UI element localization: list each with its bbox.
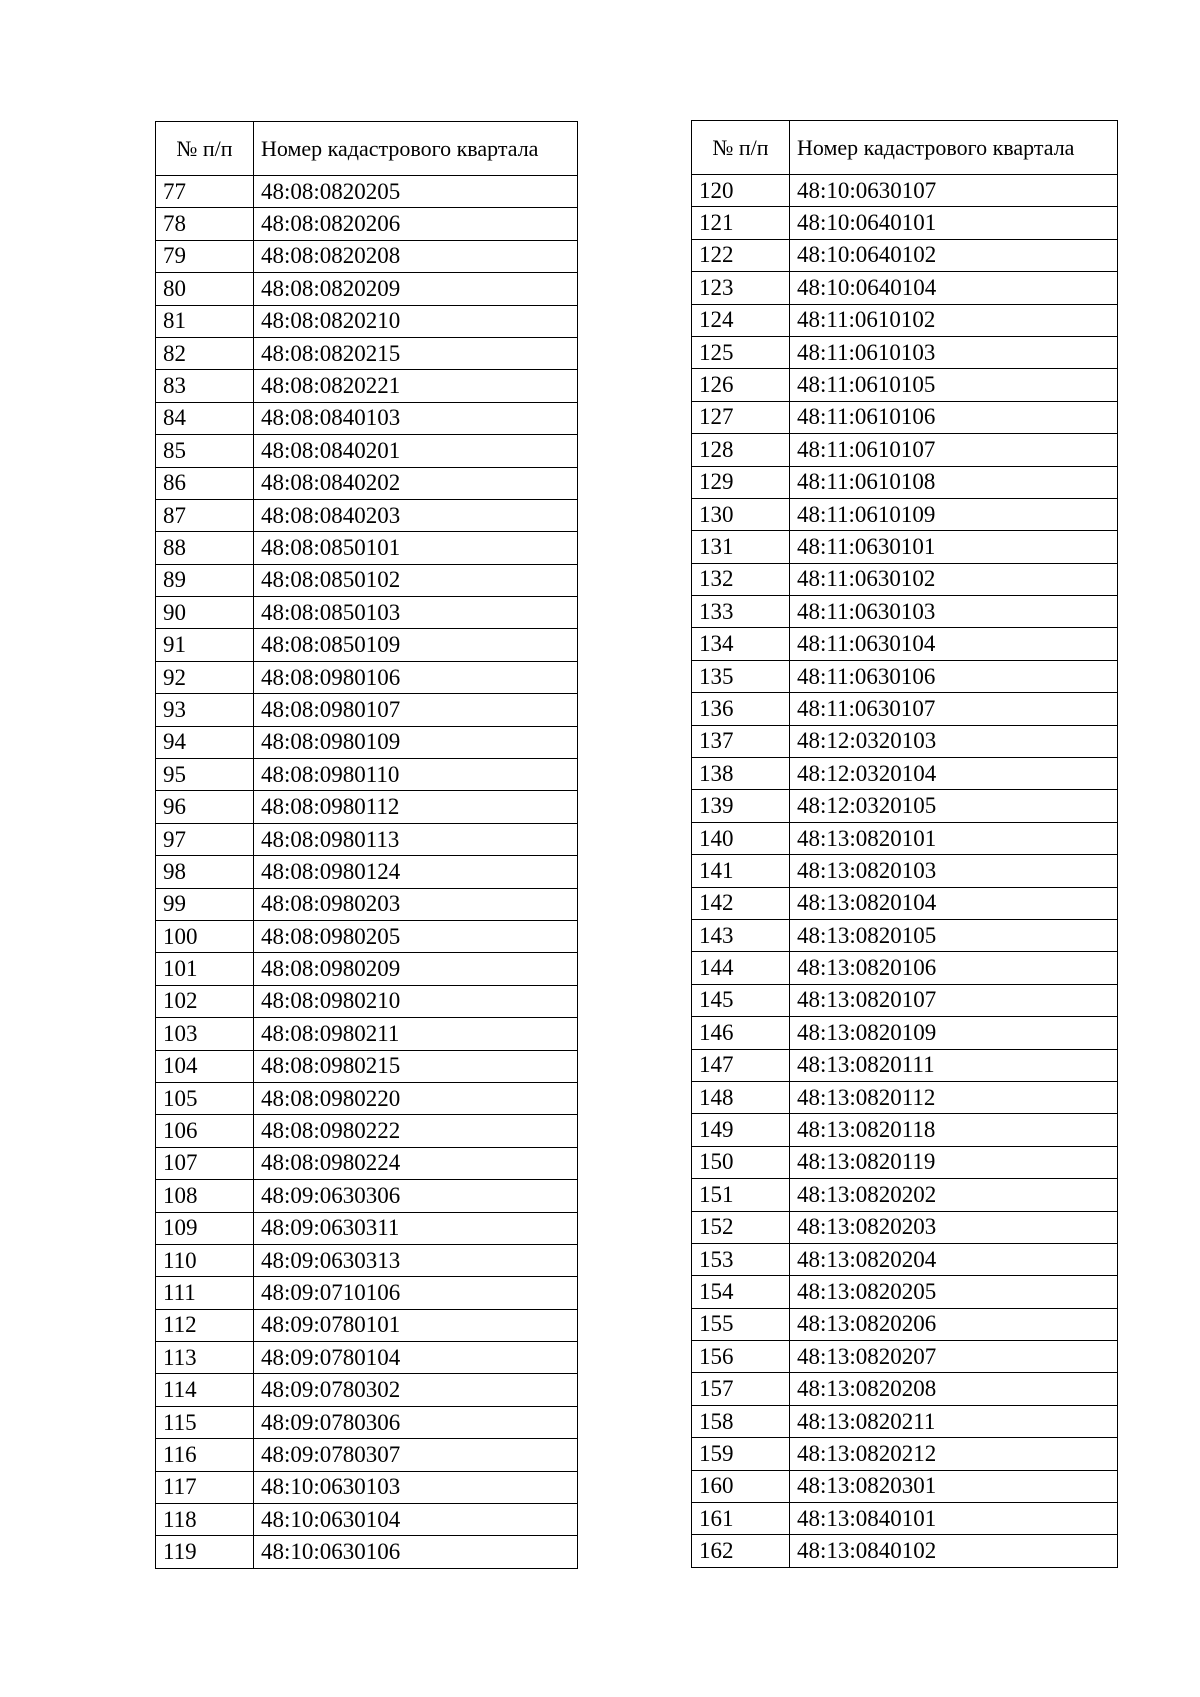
cadastral-quarter-number: 48:11:0610106 (790, 401, 1118, 433)
table-row (692, 1308, 1118, 1340)
header-cadastral: Номер кадастрового квартала (790, 121, 1118, 175)
row-number: 101 (156, 953, 254, 985)
row-number: 150 (692, 1146, 790, 1178)
row-number: 116 (156, 1439, 254, 1471)
row-number: 133 (692, 596, 790, 628)
table-row (692, 1405, 1118, 1437)
row-number: 115 (156, 1406, 254, 1438)
cadastral-quarter-number: 48:12:0320103 (790, 725, 1118, 757)
cadastral-quarter-number: 48:09:0780306 (254, 1406, 578, 1438)
header-cadastral: Номер кадастрового квартала (254, 122, 578, 176)
row-number: 144 (692, 952, 790, 984)
cadastral-quarter-number: 48:13:0820211 (790, 1405, 1118, 1437)
cadastral-quarter-number: 48:13:0820107 (790, 984, 1118, 1016)
row-number: 141 (692, 855, 790, 887)
table-row (156, 1050, 578, 1082)
row-number: 154 (692, 1276, 790, 1308)
cadastral-quarter-number: 48:11:0630106 (790, 660, 1118, 692)
cadastral-quarter-number: 48:08:0980113 (254, 823, 578, 855)
cadastral-quarter-number: 48:08:0850103 (254, 597, 578, 629)
table-row (692, 1179, 1118, 1211)
table-row (692, 498, 1118, 530)
cadastral-quarter-number: 48:13:0820207 (790, 1341, 1118, 1373)
row-number: 82 (156, 337, 254, 369)
row-number: 147 (692, 1049, 790, 1081)
table-row (692, 919, 1118, 951)
table-row (156, 176, 578, 208)
table-row (692, 1276, 1118, 1308)
cadastral-quarter-number: 48:12:0320104 (790, 758, 1118, 790)
cadastral-quarter-number: 48:08:0840201 (254, 435, 578, 467)
cadastral-quarter-number: 48:13:0840102 (790, 1535, 1118, 1567)
cadastral-quarter-number: 48:11:0630101 (790, 531, 1118, 563)
table-row (156, 1180, 578, 1212)
row-number: 83 (156, 370, 254, 402)
row-number: 158 (692, 1405, 790, 1437)
cadastral-quarter-number: 48:08:0980211 (254, 1018, 578, 1050)
cadastral-quarter-number: 48:13:0820301 (790, 1470, 1118, 1502)
table-row (692, 1503, 1118, 1535)
cadastral-quarter-number: 48:08:0840203 (254, 499, 578, 531)
row-number: 112 (156, 1309, 254, 1341)
table-row (156, 208, 578, 240)
cadastral-quarter-number: 48:11:0610107 (790, 434, 1118, 466)
table-row (156, 823, 578, 855)
cadastral-quarter-number: 48:09:0780101 (254, 1309, 578, 1341)
row-number: 87 (156, 499, 254, 531)
row-number: 140 (692, 822, 790, 854)
cadastral-quarter-number: 48:08:0820205 (254, 176, 578, 208)
row-number: 94 (156, 726, 254, 758)
table-row (156, 759, 578, 791)
cadastral-quarter-number: 48:13:0820105 (790, 919, 1118, 951)
cadastral-quarter-number: 48:11:0610105 (790, 369, 1118, 401)
row-number: 148 (692, 1081, 790, 1113)
table-row (692, 596, 1118, 628)
row-number: 162 (692, 1535, 790, 1567)
row-number: 159 (692, 1438, 790, 1470)
cadastral-quarter-number: 48:13:0820101 (790, 822, 1118, 854)
row-number: 107 (156, 1147, 254, 1179)
cadastral-quarter-number: 48:13:0820204 (790, 1243, 1118, 1275)
table-row (156, 467, 578, 499)
table-row (692, 1341, 1118, 1373)
row-number: 135 (692, 660, 790, 692)
table-row (692, 790, 1118, 822)
cadastral-quarter-number: 48:08:0820206 (254, 208, 578, 240)
table-row (692, 855, 1118, 887)
table-row (156, 1536, 578, 1568)
row-number: 156 (692, 1341, 790, 1373)
row-number: 122 (692, 239, 790, 271)
row-number: 131 (692, 531, 790, 563)
row-number: 142 (692, 887, 790, 919)
table-row (156, 985, 578, 1017)
table-row (156, 532, 578, 564)
row-number: 130 (692, 498, 790, 530)
cadastral-quarter-number: 48:13:0820106 (790, 952, 1118, 984)
cadastral-quarter-number: 48:08:0850109 (254, 629, 578, 661)
table-row (156, 499, 578, 531)
cadastral-quarter-number: 48:09:0780307 (254, 1439, 578, 1471)
row-number: 139 (692, 790, 790, 822)
row-number: 104 (156, 1050, 254, 1082)
cadastral-quarter-number: 48:13:0820205 (790, 1276, 1118, 1308)
table-row (156, 1374, 578, 1406)
table-row (692, 401, 1118, 433)
cadastral-quarter-number: 48:13:0820119 (790, 1146, 1118, 1178)
cadastral-quarter-number: 48:10:0640102 (790, 239, 1118, 271)
row-number: 102 (156, 985, 254, 1017)
table-row (692, 1373, 1118, 1405)
cadastral-quarter-number: 48:11:0630104 (790, 628, 1118, 660)
cadastral-quarter-number: 48:13:0820111 (790, 1049, 1118, 1081)
row-number: 119 (156, 1536, 254, 1568)
table-row (692, 1535, 1118, 1567)
table-row (156, 791, 578, 823)
table-row (692, 628, 1118, 660)
table-row (692, 531, 1118, 563)
cadastral-quarter-number: 48:13:0840101 (790, 1503, 1118, 1535)
table-row (692, 1146, 1118, 1178)
cadastral-quarter-number: 48:08:0980209 (254, 953, 578, 985)
table-row (156, 1342, 578, 1374)
cadastral-quarter-number: 48:08:0980106 (254, 661, 578, 693)
row-number: 152 (692, 1211, 790, 1243)
table-row (692, 758, 1118, 790)
row-number: 97 (156, 823, 254, 855)
row-number: 98 (156, 856, 254, 888)
row-number: 121 (692, 207, 790, 239)
cadastral-quarter-number: 48:08:0840103 (254, 402, 578, 434)
row-number: 111 (156, 1277, 254, 1309)
row-number: 93 (156, 694, 254, 726)
table-row (692, 1017, 1118, 1049)
cadastral-quarter-number: 48:10:0630103 (254, 1471, 578, 1503)
cadastral-quarter-number: 48:08:0820221 (254, 370, 578, 402)
row-number: 123 (692, 272, 790, 304)
table-row (156, 1018, 578, 1050)
row-number: 118 (156, 1504, 254, 1536)
table-row (692, 336, 1118, 368)
row-number: 78 (156, 208, 254, 240)
cadastral-table-left (155, 121, 578, 1569)
table-row (156, 1406, 578, 1438)
table-row (692, 1470, 1118, 1502)
table-row (156, 1115, 578, 1147)
table-row (156, 1504, 578, 1536)
cadastral-quarter-number: 48:09:0630311 (254, 1212, 578, 1244)
row-number: 149 (692, 1114, 790, 1146)
row-number: 79 (156, 240, 254, 272)
cadastral-quarter-number: 48:08:0980220 (254, 1082, 578, 1114)
table-row (692, 272, 1118, 304)
cadastral-quarter-number: 48:11:0610102 (790, 304, 1118, 336)
cadastral-quarter-number: 48:08:0850101 (254, 532, 578, 564)
table-row (156, 694, 578, 726)
cadastral-quarter-number: 48:11:0610108 (790, 466, 1118, 498)
table-row (156, 1082, 578, 1114)
cadastral-quarter-number: 48:08:0980124 (254, 856, 578, 888)
row-number: 127 (692, 401, 790, 433)
row-number: 110 (156, 1244, 254, 1276)
row-number: 137 (692, 725, 790, 757)
row-number: 99 (156, 888, 254, 920)
row-number: 92 (156, 661, 254, 693)
row-number: 84 (156, 402, 254, 434)
header-number: № п/п (692, 121, 790, 175)
cadastral-quarter-number: 48:09:0710106 (254, 1277, 578, 1309)
table-row (156, 1309, 578, 1341)
row-number: 80 (156, 273, 254, 305)
table-row (692, 693, 1118, 725)
cadastral-quarter-number: 48:10:0640101 (790, 207, 1118, 239)
row-number: 132 (692, 563, 790, 595)
table-header-row (156, 122, 578, 176)
table-row (692, 1049, 1118, 1081)
cadastral-quarter-number: 48:10:0630107 (790, 175, 1118, 207)
table-row (692, 239, 1118, 271)
table-row (156, 888, 578, 920)
table-row (156, 273, 578, 305)
cadastral-quarter-number: 48:13:0820203 (790, 1211, 1118, 1243)
table-row (692, 1211, 1118, 1243)
row-number: 85 (156, 435, 254, 467)
cadastral-quarter-number: 48:08:0980110 (254, 759, 578, 791)
row-number: 96 (156, 791, 254, 823)
table-row (156, 1439, 578, 1471)
row-number: 90 (156, 597, 254, 629)
row-number: 146 (692, 1017, 790, 1049)
table-row (156, 953, 578, 985)
cadastral-quarter-number: 48:10:0630106 (254, 1536, 578, 1568)
row-number: 151 (692, 1179, 790, 1211)
row-number: 134 (692, 628, 790, 660)
table-row (156, 240, 578, 272)
row-number: 128 (692, 434, 790, 466)
table-row (156, 305, 578, 337)
table-row (692, 207, 1118, 239)
cadastral-quarter-number: 48:08:0980222 (254, 1115, 578, 1147)
table-row (156, 1471, 578, 1503)
cadastral-quarter-number: 48:13:0820112 (790, 1081, 1118, 1113)
cadastral-quarter-number: 48:08:0980107 (254, 694, 578, 726)
cadastral-table-right (691, 120, 1118, 1568)
row-number: 157 (692, 1373, 790, 1405)
table-row (156, 726, 578, 758)
cadastral-quarter-number: 48:11:0630102 (790, 563, 1118, 595)
cadastral-quarter-number: 48:11:0630107 (790, 693, 1118, 725)
table-row (156, 1212, 578, 1244)
table-row (156, 370, 578, 402)
table-row (692, 369, 1118, 401)
cadastral-quarter-number: 48:09:0780104 (254, 1342, 578, 1374)
row-number: 124 (692, 304, 790, 336)
cadastral-quarter-number: 48:09:0780302 (254, 1374, 578, 1406)
row-number: 106 (156, 1115, 254, 1147)
cadastral-quarter-number: 48:13:0820206 (790, 1308, 1118, 1340)
cadastral-quarter-number: 48:11:0610103 (790, 336, 1118, 368)
table-row (156, 435, 578, 467)
cadastral-quarter-number: 48:13:0820103 (790, 855, 1118, 887)
cadastral-quarter-number: 48:08:0820208 (254, 240, 578, 272)
cadastral-quarter-number: 48:08:0980205 (254, 920, 578, 952)
table-header-row (692, 121, 1118, 175)
row-number: 109 (156, 1212, 254, 1244)
cadastral-quarter-number: 48:08:0840202 (254, 467, 578, 499)
table-row (692, 175, 1118, 207)
table-row (156, 1147, 578, 1179)
cadastral-quarter-number: 48:13:0820202 (790, 1179, 1118, 1211)
table-row (692, 563, 1118, 595)
cadastral-quarter-number: 48:08:0850102 (254, 564, 578, 596)
cadastral-quarter-number: 48:08:0980210 (254, 985, 578, 1017)
row-number: 120 (692, 175, 790, 207)
table-row (692, 887, 1118, 919)
row-number: 125 (692, 336, 790, 368)
row-number: 89 (156, 564, 254, 596)
cadastral-quarter-number: 48:11:0610109 (790, 498, 1118, 530)
row-number: 91 (156, 629, 254, 661)
row-number: 114 (156, 1374, 254, 1406)
cadastral-quarter-number: 48:09:0630313 (254, 1244, 578, 1276)
table-row (156, 1244, 578, 1276)
cadastral-quarter-number: 48:10:0630104 (254, 1504, 578, 1536)
table-row (156, 661, 578, 693)
table-row (692, 1243, 1118, 1275)
row-number: 100 (156, 920, 254, 952)
table-row (692, 434, 1118, 466)
cadastral-quarter-number: 48:08:0980109 (254, 726, 578, 758)
cadastral-quarter-number: 48:08:0820209 (254, 273, 578, 305)
cadastral-quarter-number: 48:08:0820210 (254, 305, 578, 337)
cadastral-quarter-number: 48:10:0640104 (790, 272, 1118, 304)
table-row (156, 856, 578, 888)
row-number: 105 (156, 1082, 254, 1114)
cadastral-quarter-number: 48:11:0630103 (790, 596, 1118, 628)
row-number: 155 (692, 1308, 790, 1340)
row-number: 136 (692, 693, 790, 725)
row-number: 108 (156, 1180, 254, 1212)
table-row (156, 629, 578, 661)
table-row (156, 564, 578, 596)
row-number: 103 (156, 1018, 254, 1050)
row-number: 86 (156, 467, 254, 499)
cadastral-quarter-number: 48:08:0820215 (254, 337, 578, 369)
row-number: 138 (692, 758, 790, 790)
table-row (692, 822, 1118, 854)
cadastral-quarter-number: 48:08:0980224 (254, 1147, 578, 1179)
table-row (692, 304, 1118, 336)
cadastral-quarter-number: 48:13:0820208 (790, 1373, 1118, 1405)
table-row (156, 920, 578, 952)
table-row (692, 1081, 1118, 1113)
table-row (156, 597, 578, 629)
table-row (692, 725, 1118, 757)
cadastral-quarter-number: 48:13:0820212 (790, 1438, 1118, 1470)
row-number: 113 (156, 1342, 254, 1374)
table-row (156, 1277, 578, 1309)
row-number: 160 (692, 1470, 790, 1502)
table-row (156, 402, 578, 434)
cadastral-quarter-number: 48:12:0320105 (790, 790, 1118, 822)
row-number: 77 (156, 176, 254, 208)
header-number: № п/п (156, 122, 254, 176)
row-number: 143 (692, 919, 790, 951)
row-number: 88 (156, 532, 254, 564)
row-number: 145 (692, 984, 790, 1016)
cadastral-quarter-number: 48:13:0820109 (790, 1017, 1118, 1049)
row-number: 117 (156, 1471, 254, 1503)
table-row (692, 466, 1118, 498)
cadastral-quarter-number: 48:13:0820104 (790, 887, 1118, 919)
table-row (692, 660, 1118, 692)
cadastral-quarter-number: 48:09:0630306 (254, 1180, 578, 1212)
row-number: 81 (156, 305, 254, 337)
cadastral-quarter-number: 48:08:0980112 (254, 791, 578, 823)
row-number: 161 (692, 1503, 790, 1535)
row-number: 153 (692, 1243, 790, 1275)
table-row (692, 1438, 1118, 1470)
table-body-left (156, 176, 578, 1569)
table-body-right (692, 175, 1118, 1568)
table-row (156, 337, 578, 369)
cadastral-quarter-number: 48:08:0980203 (254, 888, 578, 920)
cadastral-quarter-number: 48:13:0820118 (790, 1114, 1118, 1146)
row-number: 126 (692, 369, 790, 401)
table-row (692, 952, 1118, 984)
cadastral-quarter-number: 48:08:0980215 (254, 1050, 578, 1082)
row-number: 95 (156, 759, 254, 791)
table-row (692, 984, 1118, 1016)
table-row (692, 1114, 1118, 1146)
row-number: 129 (692, 466, 790, 498)
